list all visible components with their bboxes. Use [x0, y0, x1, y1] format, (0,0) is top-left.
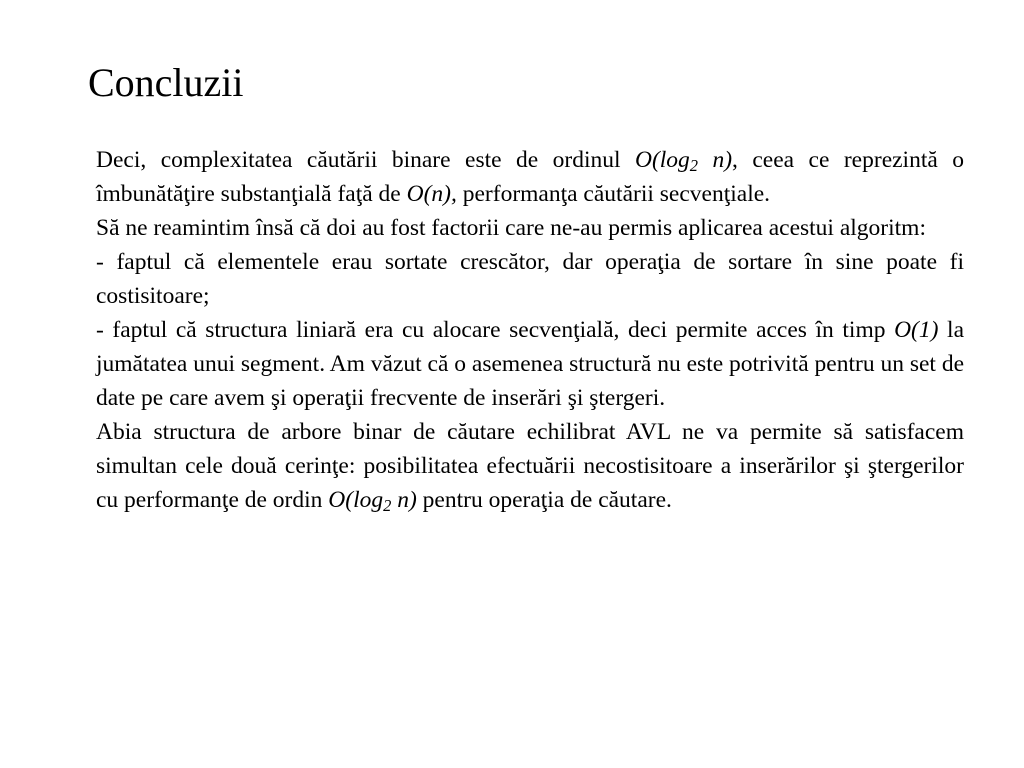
- paragraph-text: Deci, complexitatea căutării binare este de ordinul: [96, 147, 635, 173]
- paragraph-text: - faptul că structura liniară era cu alocare secvenţială, deci permite acces în timp: [96, 317, 895, 343]
- math-text: O(log: [328, 487, 384, 513]
- paragraph-sequential-allocation: [96, 313, 964, 415]
- math-text: n): [698, 147, 733, 173]
- paragraph-text: Abia structura de arbore binar de căutare echilibrat AVL ne va permite să satisfacem simultan cele două cerinţe: posibilitatea efectuării necostisitoare a inserărilor şi ştergerilor cu performanţe de ordin: [96, 419, 964, 513]
- math-text: n): [391, 487, 417, 513]
- math-expression: [328, 487, 417, 516]
- slide-body: [96, 143, 964, 517]
- math-subscript: 2: [689, 156, 699, 176]
- paragraph-text: la jumătatea unui segment. Am văzut că o asemenea structură nu este potrivită pentru un set de date pe care avem şi operaţii frecvente de inserări şi ştergeri.: [96, 317, 965, 411]
- paragraph-avl: [96, 415, 964, 517]
- paragraph-factors: Să ne reamintim însă că doi au fost factorii care ne-au permis aplicarea acestui algoritm:: [96, 215, 926, 241]
- paragraph-sorted: - faptul că elementele erau sortate crescător, dar operaţia de sortare în sine poate fi costisitoare;: [96, 249, 964, 309]
- math-expression: O(1): [894, 317, 939, 343]
- paragraph-complexity: [96, 143, 964, 211]
- paragraph-text: pentru operaţia de căutare.: [416, 487, 672, 513]
- math-expression: O(n),: [406, 181, 457, 207]
- math-expression: [634, 147, 733, 176]
- paragraph-text: , ceea ce reprezintă o îmbunătăţire substanţială faţă de: [96, 147, 964, 207]
- math-subscript: 2: [383, 496, 392, 516]
- math-text: O(log: [634, 147, 690, 173]
- paragraph-text: performanţa căutării secvenţiale.: [456, 181, 771, 207]
- slide-title: Concluzii: [88, 60, 244, 105]
